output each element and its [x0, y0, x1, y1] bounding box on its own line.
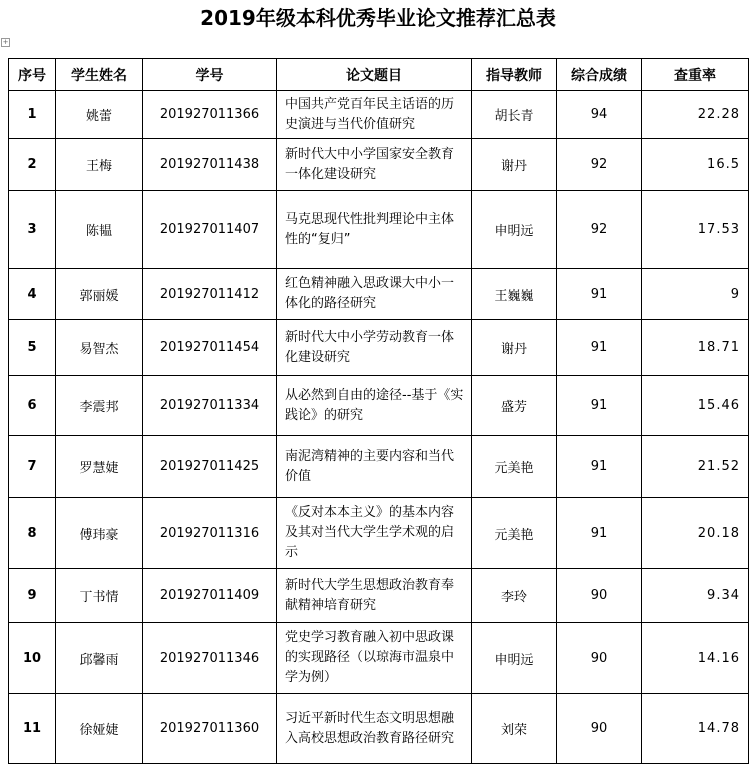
header-id: 学号 — [143, 59, 277, 91]
table-row — [9, 376, 749, 436]
thesis-title: 中国共产党百年民主话语的历史演进与当代价值研究 — [277, 91, 472, 139]
summary-table — [8, 58, 749, 764]
student-id: 201927011438 — [143, 139, 277, 191]
student-name: 丁书情 — [56, 569, 143, 623]
student-name: 郭丽媛 — [56, 269, 143, 320]
row-number: 10 — [9, 623, 56, 694]
overall-score: 91 — [557, 269, 642, 320]
overall-score: 91 — [557, 376, 642, 436]
duplicate-rate: 17.53 — [642, 191, 749, 269]
table-row — [9, 694, 749, 764]
duplicate-rate: 16.5 — [642, 139, 749, 191]
duplicate-rate: 14.78 — [642, 694, 749, 764]
row-number: 11 — [9, 694, 56, 764]
student-id: 201927011454 — [143, 320, 277, 376]
overall-score: 91 — [557, 498, 642, 569]
duplicate-rate: 14.16 — [642, 623, 749, 694]
advisor-name: 元美艳 — [472, 498, 557, 569]
table-row — [9, 139, 749, 191]
student-id: 201927011346 — [143, 623, 277, 694]
table-row — [9, 436, 749, 498]
overall-score: 91 — [557, 320, 642, 376]
page-title: 2019年级本科优秀毕业论文推荐汇总表 — [200, 6, 556, 30]
student-id: 201927011409 — [143, 569, 277, 623]
thesis-title: 马克思现代性批判理论中主体性的“复归” — [277, 191, 472, 269]
student-id: 201927011334 — [143, 376, 277, 436]
advisor-name: 刘荣 — [472, 694, 557, 764]
header-name: 学生姓名 — [56, 59, 143, 91]
row-number: 2 — [9, 139, 56, 191]
advisor-name: 李玲 — [472, 569, 557, 623]
header-row — [9, 59, 749, 91]
header-score: 综合成绩 — [557, 59, 642, 91]
header-no: 序号 — [9, 59, 56, 91]
overall-score: 94 — [557, 91, 642, 139]
student-name: 王梅 — [56, 139, 143, 191]
student-id: 201927011360 — [143, 694, 277, 764]
advisor-name: 申明远 — [472, 623, 557, 694]
student-id: 201927011316 — [143, 498, 277, 569]
advisor-name: 胡长青 — [472, 91, 557, 139]
thesis-title: 新时代大中小学劳动教育一体化建设研究 — [277, 320, 472, 376]
thesis-title: 新时代大学生思想政治教育奉献精神培育研究 — [277, 569, 472, 623]
table-row — [9, 569, 749, 623]
duplicate-rate: 20.18 — [642, 498, 749, 569]
thesis-title: 新时代大中小学国家安全教育一体化建设研究 — [277, 139, 472, 191]
duplicate-rate: 22.28 — [642, 91, 749, 139]
table-anchor-icon[interactable]: + — [2, 38, 9, 46]
student-name: 罗慧婕 — [56, 436, 143, 498]
student-id: 201927011407 — [143, 191, 277, 269]
row-number: 6 — [9, 376, 56, 436]
thesis-title: 习近平新时代生态文明思想融入高校思想政治教育路径研究 — [277, 694, 472, 764]
table-row — [9, 191, 749, 269]
student-id: 201927011412 — [143, 269, 277, 320]
advisor-name: 王巍巍 — [472, 269, 557, 320]
duplicate-rate: 15.46 — [642, 376, 749, 436]
table-row — [9, 320, 749, 376]
advisor-name: 谢丹 — [472, 139, 557, 191]
thesis-title: 红色精神融入思政课大中小一体化的路径研究 — [277, 269, 472, 320]
table-row — [9, 91, 749, 139]
header-dup: 查重率 — [642, 59, 749, 91]
student-name: 李震邦 — [56, 376, 143, 436]
student-name: 徐娅婕 — [56, 694, 143, 764]
thesis-title: 《反对本本主义》的基本内容及其对当代大学生学术观的启示 — [277, 498, 472, 569]
overall-score: 92 — [557, 191, 642, 269]
row-number: 4 — [9, 269, 56, 320]
row-number: 9 — [9, 569, 56, 623]
overall-score: 92 — [557, 139, 642, 191]
advisor-name: 元美艳 — [472, 436, 557, 498]
header-advisor: 指导教师 — [472, 59, 557, 91]
row-number: 5 — [9, 320, 56, 376]
thesis-title: 党史学习教育融入初中思政课的实现路径（以琼海市温泉中学为例） — [277, 623, 472, 694]
student-id: 201927011425 — [143, 436, 277, 498]
student-name: 陈韫 — [56, 191, 143, 269]
duplicate-rate: 21.52 — [642, 436, 749, 498]
duplicate-rate: 9.34 — [642, 569, 749, 623]
overall-score: 91 — [557, 436, 642, 498]
thesis-title: 从必然到自由的途径--基于《实践论》的研究 — [277, 376, 472, 436]
student-id: 201927011366 — [143, 91, 277, 139]
table-row — [9, 269, 749, 320]
row-number: 8 — [9, 498, 56, 569]
overall-score: 90 — [557, 694, 642, 764]
thesis-title: 南泥湾精神的主要内容和当代价值 — [277, 436, 472, 498]
duplicate-rate: 9 — [642, 269, 749, 320]
student-name: 易智杰 — [56, 320, 143, 376]
overall-score: 90 — [557, 569, 642, 623]
row-number: 7 — [9, 436, 56, 498]
student-name: 傅玮豪 — [56, 498, 143, 569]
table-row — [9, 498, 749, 569]
table-row — [9, 623, 749, 694]
header-title: 论文题目 — [277, 59, 472, 91]
student-name: 邱馨雨 — [56, 623, 143, 694]
row-number: 3 — [9, 191, 56, 269]
advisor-name: 盛芳 — [472, 376, 557, 436]
duplicate-rate: 18.71 — [642, 320, 749, 376]
student-name: 姚蕾 — [56, 91, 143, 139]
overall-score: 90 — [557, 623, 642, 694]
advisor-name: 申明远 — [472, 191, 557, 269]
advisor-name: 谢丹 — [472, 320, 557, 376]
row-number: 1 — [9, 91, 56, 139]
